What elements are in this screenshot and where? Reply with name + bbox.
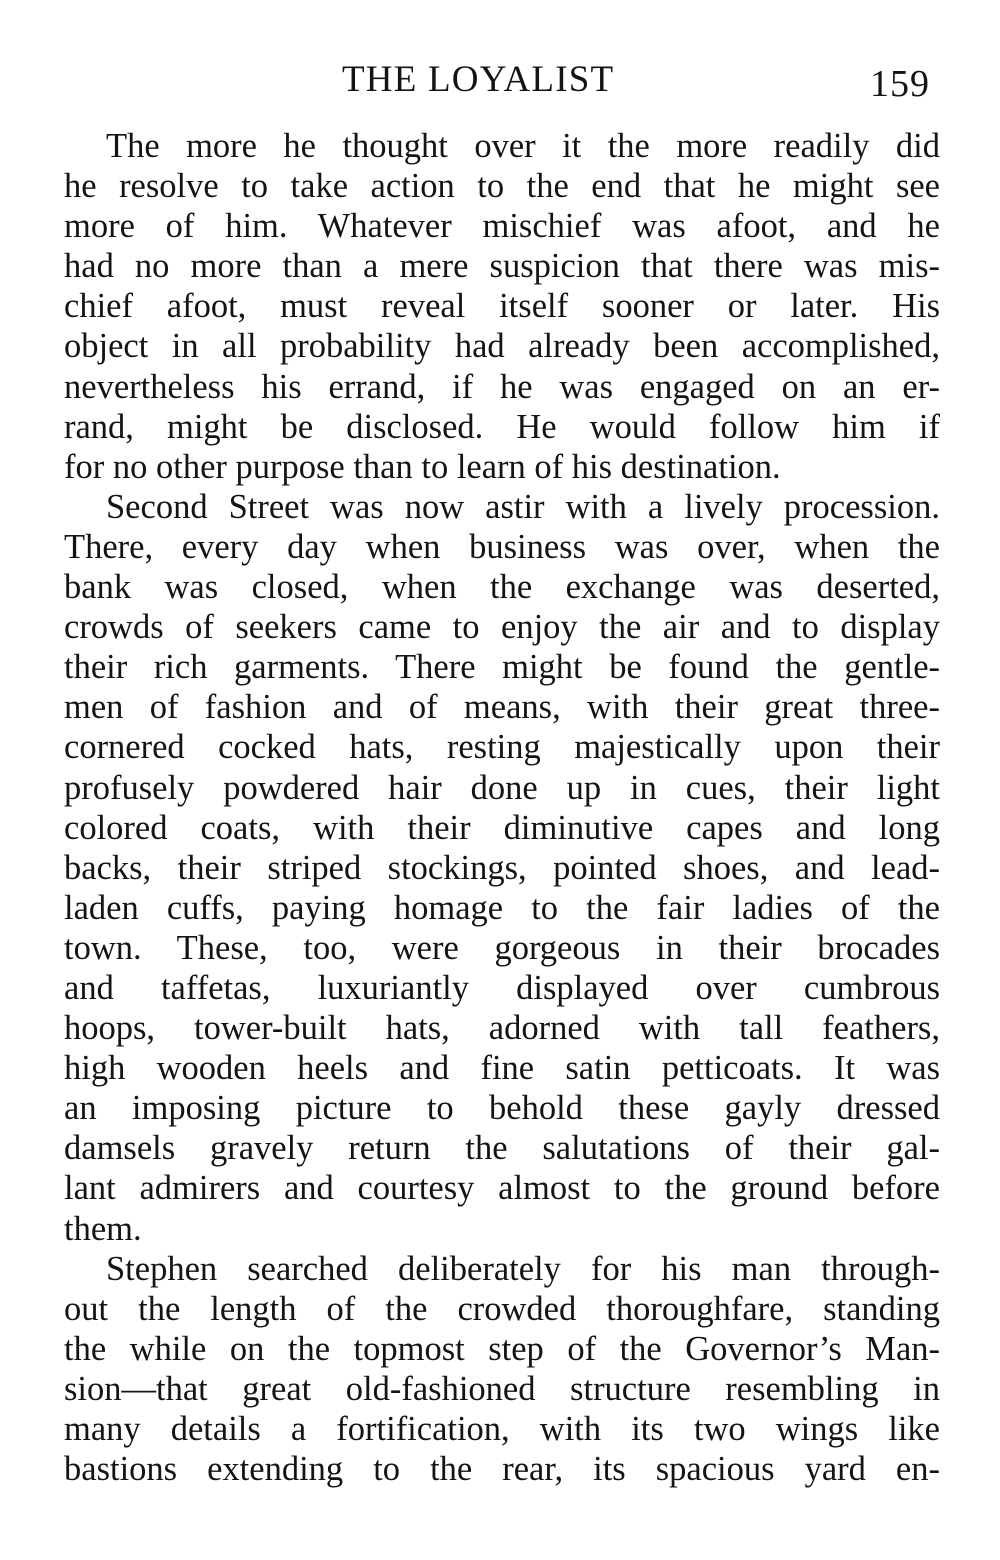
text-line: hoops, tower-built hats, adorned with tall feathers, xyxy=(64,1009,940,1048)
text-line: backs, their striped stockings, pointed shoes, and lead- xyxy=(64,848,940,887)
text-line: he resolve to take action to the end that he might see xyxy=(64,167,940,206)
text-line: men of fashion and of means, with their great three- xyxy=(64,688,940,727)
text-line: There, every day when business was over, when the xyxy=(64,527,940,566)
page-header xyxy=(0,58,1000,108)
text-line: crowds of seekers came to enjoy the air and to display xyxy=(64,608,940,647)
text-line: them. xyxy=(64,1209,142,1248)
text-line: for no other purpose than to learn of his destination. xyxy=(64,447,781,486)
text-line: their rich garments. There might be found the gentle- xyxy=(64,648,940,687)
text-line: profusely powdered hair done up in cues, their light xyxy=(64,768,940,807)
text-line: more of him. Whatever mischief was afoot, and he xyxy=(64,207,940,246)
running-title: THE LOYALIST xyxy=(342,59,615,100)
text-line: had no more than a mere suspicion that there was mis- xyxy=(64,247,940,286)
text-line: damsels gravely return the salutations of their gal- xyxy=(64,1129,940,1168)
text-line: lant admirers and courtesy almost to the ground before xyxy=(64,1169,940,1208)
text-line: cornered cocked hats, resting majestically upon their xyxy=(64,728,940,767)
text-line: bastions extending to the rear, its spacious yard en- xyxy=(64,1450,940,1489)
text-line: town. These, too, were gorgeous in their brocades xyxy=(64,928,940,967)
text-line: out the length of the crowded thoroughfare, standing xyxy=(64,1289,940,1328)
text-line: Stephen searched deliberately for his man through- xyxy=(106,1249,940,1288)
text-line: high wooden heels and fine satin petticoats. It was xyxy=(64,1049,940,1088)
text-line: sion—that great old-fashioned structure resembling in xyxy=(64,1369,940,1408)
text-line: The more he thought over it the more readily did xyxy=(106,127,940,165)
text-line: the while on the topmost step of the Governor’s Man- xyxy=(64,1329,940,1368)
text-line: chief afoot, must reveal itself sooner or later. His xyxy=(64,287,940,326)
text-line: colored coats, with their diminutive capes and long xyxy=(64,808,940,847)
paragraph-2 xyxy=(64,487,940,1249)
page-number: 159 xyxy=(870,63,930,105)
paragraph-3 xyxy=(64,1249,940,1490)
text-line: bank was closed, when the exchange was deserted, xyxy=(64,568,940,607)
paragraph-1 xyxy=(64,126,940,487)
text-line: laden cuffs, paying homage to the fair ladies of the xyxy=(64,888,940,927)
text-line: and taffetas, luxuriantly displayed over cumbrous xyxy=(64,968,940,1007)
body-text xyxy=(64,126,940,1489)
text-line: object in all probability had already been accomplished, xyxy=(64,327,940,366)
text-line: nevertheless his errand, if he was engaged on an er- xyxy=(64,367,940,406)
text-line: Second Street was now astir with a lively procession. xyxy=(106,487,940,526)
text-line: many details a fortification, with its two wings like xyxy=(64,1410,940,1448)
text-line: an imposing picture to behold these gayly dressed xyxy=(64,1089,940,1128)
text-line: rand, might be disclosed. He would follow him if xyxy=(64,407,940,446)
